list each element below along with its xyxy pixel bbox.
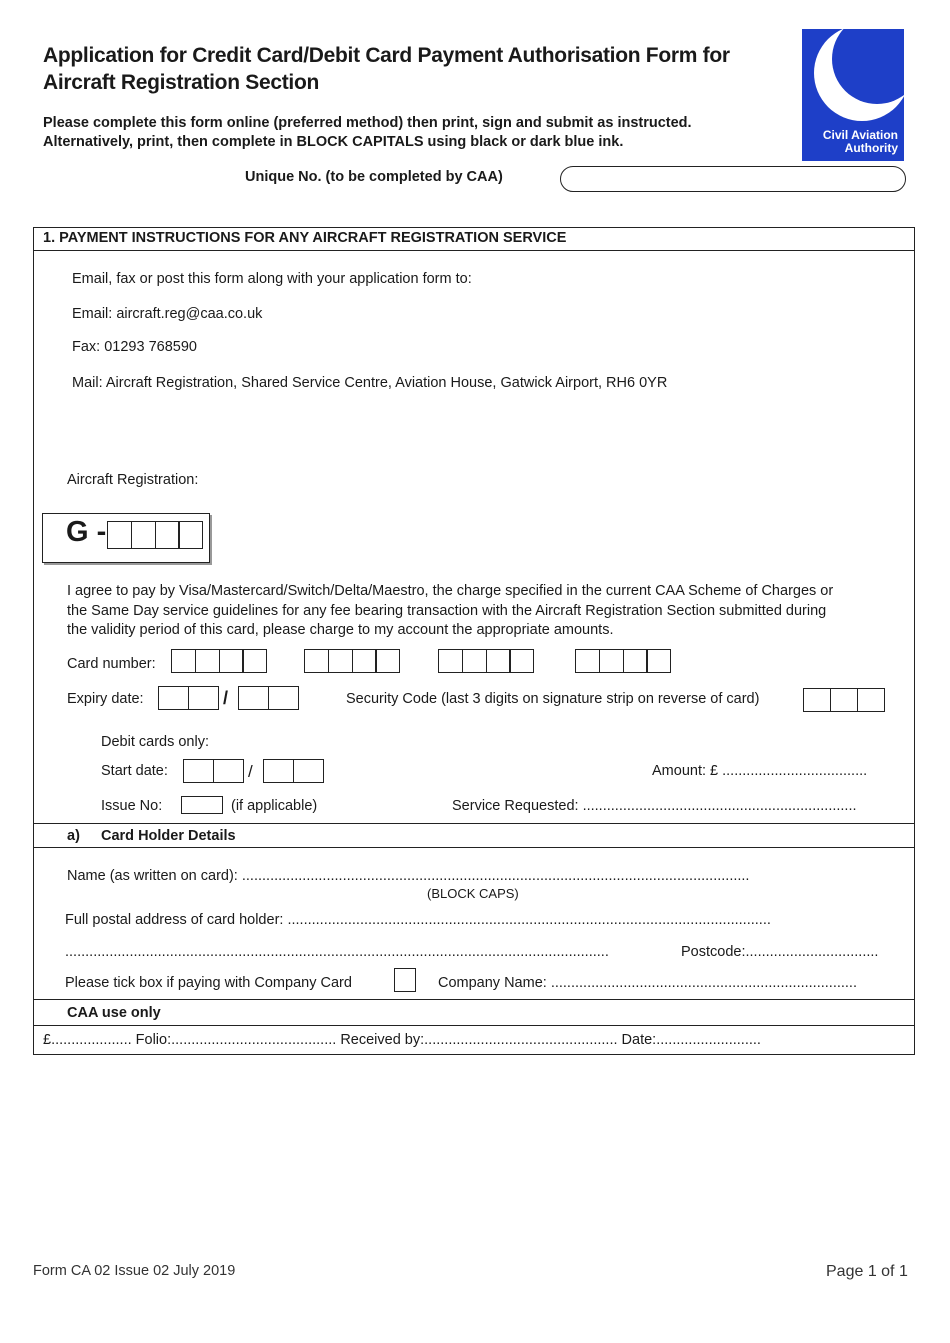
issue-number-input[interactable] [181, 796, 223, 814]
start-cell[interactable] [293, 759, 324, 783]
company-card-label: Please tick box if paying with Company Card [65, 975, 352, 991]
card-digit-cell[interactable] [352, 649, 377, 673]
registration-prefix: G - [66, 516, 107, 548]
fax-number: Fax: 01293 768590 [72, 339, 197, 355]
divider [33, 250, 915, 251]
expiry-month-input[interactable] [158, 686, 219, 710]
page-number: Page 1 of 1 [826, 1263, 908, 1280]
section-a-marker: a) [67, 828, 80, 844]
security-code-input[interactable] [803, 688, 885, 712]
form-identifier: Form CA 02 Issue 02 July 2019 [33, 1263, 236, 1279]
expiry-year-input[interactable] [238, 686, 299, 710]
card-number-group-1[interactable] [171, 649, 267, 673]
expiry-date-label: Expiry date: [67, 691, 144, 707]
card-digit-cell[interactable] [242, 649, 267, 673]
email-address: Email: aircraft.reg@caa.co.uk [72, 306, 263, 322]
logo-line-1: Civil Aviation [822, 128, 898, 142]
security-cell[interactable] [803, 688, 831, 712]
expiry-cell[interactable] [158, 686, 189, 710]
card-digit-cell[interactable] [171, 649, 196, 673]
card-digit-cell[interactable] [646, 649, 671, 673]
logo-line-2: Authority [844, 141, 898, 155]
intro-text [43, 114, 803, 152]
section-1-heading: 1. PAYMENT INSTRUCTIONS FOR ANY AIRCRAFT REGISTRATION SERVICE [43, 230, 567, 246]
start-date-separator: / [248, 762, 253, 781]
intro-line-1: Please complete this form online (preferred method) then print, sign and submit as instructed. [43, 115, 692, 131]
company-card-checkbox[interactable] [394, 968, 416, 992]
agreement-line-1: I agree to pay by Visa/Mastercard/Switch/Delta/Maestro, the charge specified in the current CAA Scheme of Charges or [67, 583, 834, 599]
caa-use-heading: CAA use only [67, 1005, 161, 1021]
issue-number-label: Issue No: [101, 798, 163, 814]
card-digit-cell[interactable] [599, 649, 624, 673]
expiry-cell[interactable] [238, 686, 269, 710]
registration-cell[interactable] [155, 521, 180, 549]
amount-field[interactable]: Amount: £ .................................... [652, 763, 868, 779]
card-digit-cell[interactable] [375, 649, 400, 673]
card-number-group-3[interactable] [438, 649, 534, 673]
security-cell[interactable] [857, 688, 885, 712]
intro-line-2: Alternatively, print, then complete in BLOCK CAPITALS using black or dark blue ink. [43, 134, 624, 150]
registration-input[interactable] [107, 521, 203, 549]
address-field[interactable]: Full postal address of card holder: ........................................................................................................................ [65, 912, 771, 928]
registration-cell[interactable] [131, 521, 156, 549]
card-holder-heading: Card Holder Details [101, 828, 236, 844]
logo-text [802, 129, 898, 155]
card-number-label: Card number: [67, 656, 156, 672]
card-digit-cell[interactable] [304, 649, 329, 673]
agreement-line-2: the Same Day service guidelines for any fee bearing transaction with the Aircraft Registration Section submitted during [67, 602, 827, 619]
start-date-label: Start date: [101, 763, 168, 779]
registration-cell[interactable] [107, 521, 132, 549]
agreement-text [67, 582, 833, 641]
card-digit-cell[interactable] [486, 649, 511, 673]
service-requested-field[interactable]: Service Requested: .................................................................... [452, 798, 857, 814]
unique-number-label: Unique No. (to be completed by CAA) [245, 169, 503, 185]
title-line-2: Aircraft Registration Section [43, 71, 320, 94]
card-digit-cell[interactable] [509, 649, 534, 673]
start-month-input[interactable] [183, 759, 244, 783]
registration-cell[interactable] [178, 521, 203, 549]
unique-number-field[interactable] [560, 166, 906, 192]
company-name-field[interactable]: Company Name: ............................................................................ [438, 975, 857, 991]
mail-address: Mail: Aircraft Registration, Shared Service Centre, Aviation House, Gatwick Airport, RH6 0YR [72, 375, 668, 391]
divider [33, 1025, 915, 1026]
card-digit-cell[interactable] [195, 649, 220, 673]
start-cell[interactable] [183, 759, 214, 783]
security-cell[interactable] [830, 688, 858, 712]
divider [33, 999, 915, 1000]
send-instructions: Email, fax or post this form along with your application form to: [72, 271, 472, 287]
agreement-line-3: the validity period of this card, please charge to my account the appropriate amounts. [67, 622, 614, 638]
if-applicable-note: (if applicable) [231, 798, 318, 814]
card-digit-cell[interactable] [438, 649, 463, 673]
expiry-separator: / [223, 688, 229, 708]
security-code-label: Security Code (last 3 digits on signature strip on reverse of card) [346, 691, 760, 707]
start-year-input[interactable] [263, 759, 324, 783]
card-digit-cell[interactable] [462, 649, 487, 673]
name-field[interactable]: Name (as written on card): .............................................................................................................................. [67, 868, 750, 884]
postcode-field[interactable]: Postcode:................................. [681, 944, 879, 960]
start-cell[interactable] [213, 759, 244, 783]
expiry-cell[interactable] [188, 686, 219, 710]
divider [33, 823, 915, 824]
card-digit-cell[interactable] [623, 649, 648, 673]
page-title [43, 42, 803, 96]
divider [33, 847, 915, 848]
caa-logo [802, 29, 904, 161]
block-caps-note: (BLOCK CAPS) [427, 886, 519, 901]
caa-use-fields: £.................... Folio:......................................... Received by:................................................ Date:.......................... [43, 1032, 761, 1048]
aircraft-registration-label: Aircraft Registration: [67, 472, 199, 488]
debit-cards-label: Debit cards only: [101, 734, 209, 750]
title-line-1: Application for Credit Card/Debit Card Payment Authorisation Form for [43, 44, 730, 67]
card-number-group-4[interactable] [575, 649, 671, 673]
card-number-group-2[interactable] [304, 649, 400, 673]
address-line-2[interactable]: ....................................................................................................................................... [65, 944, 609, 960]
card-digit-cell[interactable] [328, 649, 353, 673]
expiry-cell[interactable] [268, 686, 299, 710]
card-digit-cell[interactable] [219, 649, 244, 673]
start-cell[interactable] [263, 759, 294, 783]
card-digit-cell[interactable] [575, 649, 600, 673]
